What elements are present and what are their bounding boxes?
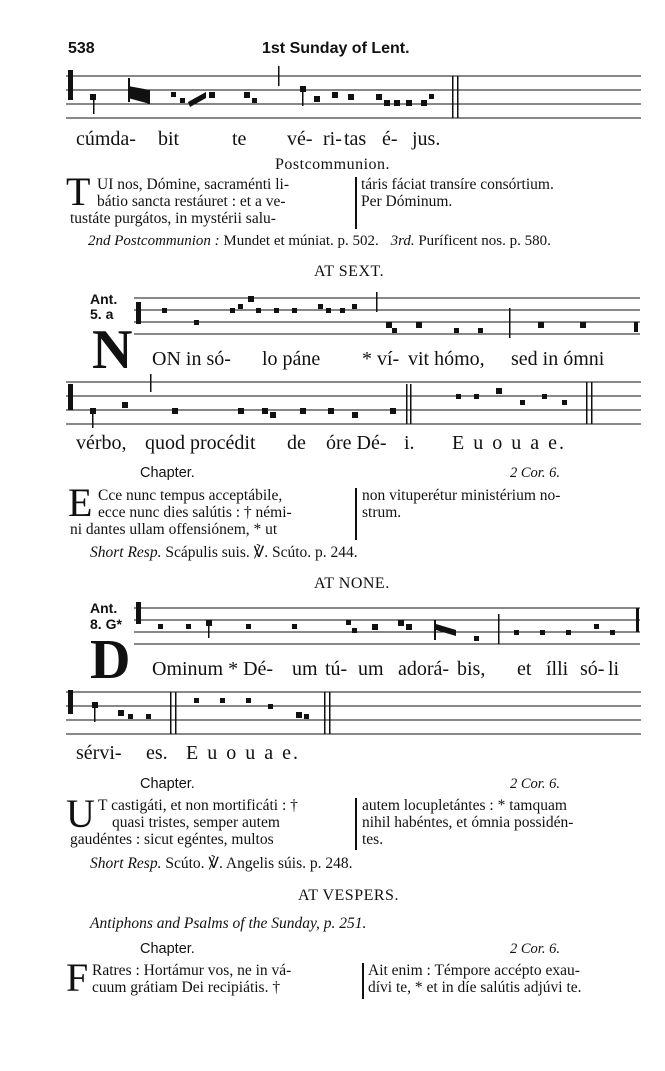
section-heading-vespers: AT VESPERS.	[298, 887, 399, 904]
lyric-syllable: lo páne	[262, 348, 321, 370]
lyric-syllable: quod procédit	[145, 432, 256, 454]
chapter-right-line: Ait enim : Témpore accépto exau-	[368, 962, 580, 979]
lyric-syllable: cúmda-	[76, 128, 136, 150]
postcommunion-left-line: bátio sancta restáuret : et a ve-	[97, 193, 286, 210]
chapter-left-line: Cce nunc tempus acceptábile,	[98, 487, 283, 504]
chapter-left-line: T castigáti, et non mortificáti : †	[98, 797, 298, 814]
chapter-label: Chapter.	[140, 941, 195, 957]
lyric-syllable: bis,	[457, 658, 486, 680]
lyric-syllable: vérbo,	[76, 432, 127, 454]
page-title: 1st Sunday of Lent.	[262, 40, 410, 57]
drop-cap: F	[66, 955, 89, 1000]
chant-staff-1	[66, 62, 641, 124]
page-number: 538	[68, 40, 95, 57]
chant-staff-sext-1	[134, 292, 640, 346]
drop-cap: N	[92, 319, 133, 381]
c-clef-icon	[136, 302, 141, 324]
c-clef-icon	[68, 690, 73, 714]
lyric-syllable: Ominum * Dé-	[152, 658, 274, 680]
lyric-syllable: sed in ómni	[511, 348, 605, 370]
chapter-label: Chapter.	[140, 465, 195, 481]
short-responsory: Short Resp. Scápulis suis. ℣. Scúto. p. 244.	[90, 544, 358, 561]
postcommunion-left-line: UI nos, Dómine, sacraménti li-	[97, 176, 289, 193]
lyric-syllable: óre Dé-	[326, 432, 387, 454]
postcommunion-right-line: táris fáciat transíre consórtium.	[361, 176, 554, 193]
antiphon-label: Ant.	[90, 600, 118, 616]
c-clef-icon	[68, 384, 73, 410]
chapter-label: Chapter.	[140, 776, 195, 792]
column-divider	[355, 177, 357, 229]
chant-staff-none-1	[134, 600, 640, 656]
lyric-syllable: só-	[580, 658, 605, 680]
chapter-left-line: Ratres : Hortámur vos, ne in vá-	[92, 962, 292, 979]
column-divider	[355, 798, 357, 850]
lyric-syllable: adorá-	[398, 658, 450, 680]
lyric-syllable: é-	[382, 128, 398, 150]
lyric-syllable: ON in só-	[152, 348, 231, 370]
antiphon-mode: 5. a	[90, 306, 114, 322]
chapter-left-line: ni dantes ullam offensiónem, * ut	[70, 521, 278, 538]
column-divider	[362, 963, 364, 999]
chapter-left-line: cuum grátiam Dei recipiátis. †	[92, 979, 281, 996]
lyric-syllable: E u o u a e.	[452, 432, 566, 454]
lyric-syllable: um	[358, 658, 384, 680]
lyric-syllable: vé-	[287, 128, 313, 150]
chapter-right-line: strum.	[362, 504, 402, 521]
lyric-syllable: vit hómo,	[408, 348, 485, 370]
chapter-left-line: quasi tristes, semper autem	[112, 814, 280, 831]
c-clef-icon	[68, 70, 73, 100]
short-responsory: Short Resp. Scúto. ℣. Angelis súis. p. 248.	[90, 855, 353, 872]
lyric-syllable: li	[608, 658, 620, 680]
lyric-syllable: de	[287, 432, 306, 454]
antiphon-label: Ant.	[90, 291, 118, 307]
chant-staff-none-2	[66, 684, 641, 740]
chapter-right-line: non vituperétur ministérium no-	[362, 487, 561, 504]
chapter-right-line: dívi te, * et in díe salútis adjúvi te.	[368, 979, 582, 996]
postcommunion-right-line: Per Dóminum.	[361, 193, 453, 210]
column-divider	[355, 488, 357, 540]
drop-cap: E	[68, 480, 93, 525]
antiphon-mode: 8. G*	[90, 616, 122, 632]
c-clef-icon	[136, 602, 141, 624]
chapter-reference: 2 Cor. 6.	[510, 776, 560, 792]
drop-cap: T	[66, 169, 91, 214]
chapter-reference: 2 Cor. 6.	[510, 941, 560, 957]
chapter-reference: 2 Cor. 6.	[510, 465, 560, 481]
chapter-right-line: nihil habéntes, et ómnia possidén-	[362, 814, 574, 831]
lyric-syllable: te	[232, 128, 247, 150]
postcommunion-left-line: tustáte purgátos, in mystérii salu-	[70, 210, 276, 227]
lyric-syllable: ri-	[323, 128, 342, 150]
lyric-syllable: bit	[158, 128, 180, 150]
lyric-syllable: tas	[344, 128, 367, 150]
lyric-syllable: i.	[404, 432, 415, 454]
lyric-syllable: es.	[146, 742, 168, 764]
lyric-syllable: um	[292, 658, 318, 680]
lyric-syllable: E u o u a e.	[186, 742, 300, 764]
chapter-right-line: autem locupletántes : * tamquam	[362, 797, 567, 814]
section-heading-sext: AT SEXT.	[314, 263, 385, 280]
chant-staff-sext-2	[66, 374, 641, 430]
antiphons-note: Antiphons and Psalms of the Sunday, p. 251.	[90, 915, 367, 932]
chapter-left-line: gaudéntes : sicut egéntes, multos	[70, 831, 274, 848]
drop-cap: D	[90, 629, 131, 691]
section-heading-none: AT NONE.	[314, 575, 390, 592]
chapter-left-line: ecce nunc dies salútis : † némi-	[98, 504, 292, 521]
chapter-right-line: tes.	[362, 831, 384, 848]
second-postcommunion-line: 2nd Postcommunion : Mundet et múniat. p. 502. 3rd. Puríficent nos. p. 580.	[88, 233, 551, 249]
lyric-syllable: jus.	[412, 128, 441, 150]
lyric-syllable: * ví-	[362, 348, 400, 370]
section-heading-postcommunion: Postcommunion.	[275, 156, 391, 173]
lyric-syllable: ílli	[546, 658, 569, 680]
lyric-syllable: tú-	[325, 658, 348, 680]
lyric-syllable: sérvi-	[76, 742, 122, 764]
drop-cap: U	[66, 791, 95, 836]
lyric-syllable: et	[517, 658, 532, 680]
